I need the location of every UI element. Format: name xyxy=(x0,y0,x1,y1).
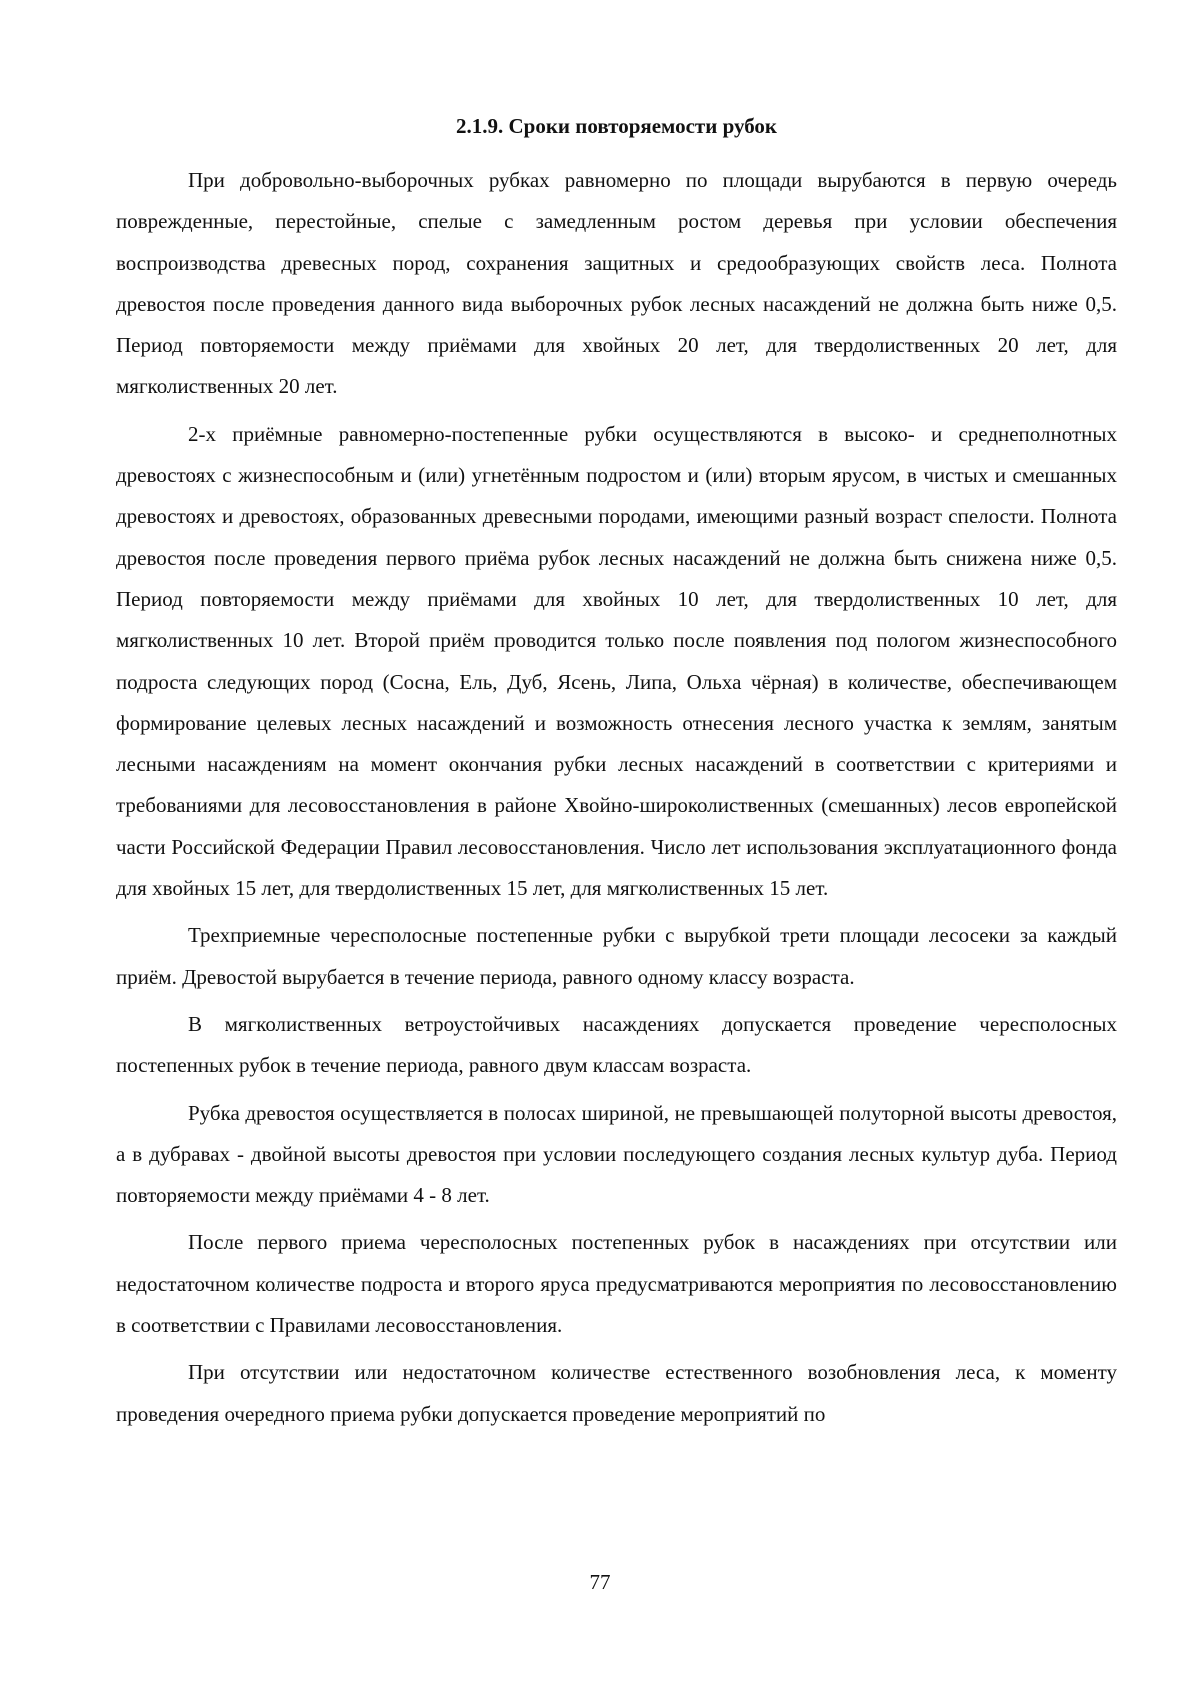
section-title: 2.1.9. Сроки повторяемости рубок xyxy=(455,114,778,138)
page-number: 77 xyxy=(589,1570,611,1594)
paragraph-three-stage-strip-felling: Трехприемные чересполосные постепенные рубки с вырубкой трети площади лесосеки за каждый приём. Древостой вырубается в течение периода, равного одному классу возраста. xyxy=(116,923,1117,989)
page-content xyxy=(116,112,1117,1441)
paragraph-softwood-stands: В мягколиственных ветроустойчивых насаждениях допускается проведение чересполосных постепенных рубок в течение периода, равного двум классам возраста. xyxy=(116,1011,1117,1078)
paragraph-insufficient-regeneration: При отсутствии или недостаточном количестве естественного возобновления леса, к моменту проведения очередного приема рубки допускается проведение мероприятий по xyxy=(116,1360,1117,1426)
paragraph-selective-felling: При добровольно-выборочных рубках равномерно по площади вырубаются в первую очередь поврежденные, перестойные, спелые с замедленным ростом деревья при условии обеспечения воспроизводства древесных пород, сохранения защитных и средообразующих свойств леса. Полнота древостоя после проведения данного вида выборочных рубок лесных насаждений не должна быть ниже 0,5. Период повторяемости между приёмами для хвойных 20 лет, для твердолиственных 20 лет, для мягколиственных 20 лет. xyxy=(116,168,1117,399)
paragraph-after-first-stage: После первого приема чересполосных постепенных рубок в насаждениях при отсутствии или недостаточном количестве подроста и второго яруса предусматриваются мероприятия по лесовосстановлению в соответствии с Правилами лесовосстановления. xyxy=(116,1230,1117,1338)
paragraph-two-stage-felling: 2-х приёмные равномерно-постепенные рубки осуществляются в высоко- и среднеполнотных древостоях с жизнеспособным и (или) угнетённым подростом и (или) вторым ярусом, в чистых и смешанных древостоях и древостоях, образованных древесными породами, имеющими разный возраст спелости. Полнота древостоя после проведения первого приёма рубок лесных насаждений не должна быть снижена ниже 0,5. Период повторяемости между приёмами для хвойных 10 лет, для твердолиственных 10 лет, для мягколиственных 10 лет. Второй приём проводится только после появления под пологом жизнеспособного подроста следующих пород (Сосна, Ель, Дуб, Ясень, Липа, Ольха чёрная) в количестве, обеспечивающем формирование целевых лесных насаждений и возможность отнесения лесного участка к землям, занятым лесными насаждениям на момент окончания рубки лесных насаждений в соответствии с критериями и требованиями для лесовосстановления в районе Хвойно-широколиственных (смешанных) лесов европейской части Российской Федерации Правил лесовосстановления. Число лет использования эксплуатационного фонда для хвойных 15 лет, для твердолиственных 15 лет, для мягколиственных 15 лет. xyxy=(116,421,1117,901)
paragraph-strip-width: Рубка древостоя осуществляется в полосах шириной, не превышающей полуторной высоты древостоя, а в дубравах - двойной высоты древостоя при условии последующего создания лесных культур дуба. Период повторяемости между приёмами 4 - 8 лет. xyxy=(116,1100,1117,1208)
